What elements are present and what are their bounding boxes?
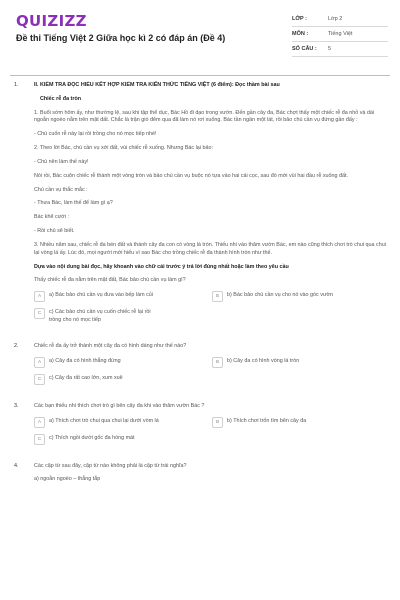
- question-number: 3.: [14, 402, 19, 409]
- question-text: Các bạn thiếu nhi thích chơi trò gì bên cây đa khi vào thăm vườn Bác ?: [34, 402, 205, 409]
- meta-row-count: [292, 42, 388, 57]
- option-letter-badge: B: [212, 291, 223, 302]
- answer-option-text: a) ngoằn ngoèo – thẳng tắp: [34, 476, 101, 483]
- option-text: c) Các bảo chú cần vụ cuốn chiếc rễ lại rồi trồng cho nó mọc tiếp: [49, 309, 151, 324]
- meta-label: SỐ CÂU :: [292, 46, 317, 52]
- question-number: 2.: [14, 342, 19, 349]
- question-body: [34, 463, 390, 491]
- answer-option-b[interactable]: [212, 291, 390, 302]
- option-text: c) Cây đa rất cao lớn, xum xuê: [49, 374, 123, 381]
- option-letter-badge: B: [212, 357, 223, 368]
- passage-paragraph: Nói rồi, Bác cuộn chiếc rễ thành một vòng tròn và bảo chú cần vụ buộc nó tựa vào hai cái cọc, sau đó mới vùi hai đầu rễ xuống đất.: [34, 172, 348, 179]
- option-text: a) Cây đa có hình thẳng đứng: [49, 357, 121, 364]
- meta-value: Tiếng Việt: [328, 31, 353, 37]
- question-number: 4.: [14, 462, 19, 469]
- option-text: b) Bác bảo chú cần vụ cho nó vào góc vườn: [227, 292, 334, 299]
- meta-box: [292, 12, 388, 57]
- passage-paragraph: Chú cần vụ thắc mắc :: [34, 186, 88, 193]
- question-list: [14, 82, 390, 498]
- answer-option-c[interactable]: [34, 434, 212, 445]
- option-text: b) Cây đa có hình vòng lá tròn: [227, 357, 300, 364]
- option-text: b) Thích chơi trốn tìm bên cây đa: [227, 417, 307, 424]
- answer-options: [34, 417, 390, 451]
- question-text: Chiếc rễ đa ấy trở thành một cây đa có hình dáng như thế nào?: [34, 342, 187, 349]
- meta-label: LỚP :: [292, 16, 307, 22]
- option-text: c) Thích ngồi dưới gốc đa hóng mát: [49, 434, 135, 441]
- option-letter-badge: C: [34, 374, 45, 385]
- answer-option-a[interactable]: [34, 357, 212, 368]
- passage-paragraph: 2. Theo lời Bác, chú cần vụ xới đất, vùi chiếc rễ xuống. Nhưng Bác lại bảo:: [34, 145, 213, 152]
- answer-option-b[interactable]: [212, 357, 390, 368]
- passage-title: Chiếc rễ đa tròn: [40, 95, 82, 102]
- answer-option-a[interactable]: [34, 417, 212, 428]
- option-letter-badge: A: [34, 357, 45, 368]
- option-letter-badge: A: [34, 291, 45, 302]
- question-body: [34, 343, 390, 395]
- meta-value: Lớp 2: [328, 16, 343, 22]
- meta-label: MÔN :: [292, 31, 309, 37]
- option-letter-badge: A: [34, 417, 45, 428]
- question-3: [14, 403, 390, 455]
- meta-row-subject: [292, 27, 388, 42]
- page-title: Đề thi Tiếng Việt 2 Giữa học kì 2 có đáp án (Đề 4): [16, 33, 226, 43]
- option-text: a) Bác bảo chú cần vụ đưa vào bếp làm củi: [49, 292, 153, 299]
- option-text: a) Thích chơi trò chui qua chui lại dưới vòm lá: [49, 417, 159, 424]
- passage-paragraph: Bác khẽ cười :: [34, 214, 70, 221]
- answer-options: [34, 357, 390, 391]
- passage-paragraph: - Chú cuốn rễ này lại rồi trồng cho nó mọc tiếp nhé!: [34, 131, 157, 138]
- quizizz-logo: QUIZIZZ: [16, 12, 87, 30]
- section-heading: II. KIỂM TRA ĐỌC HIỂU KẾT HỢP KIỂM TRA KIẾN THỨC TIẾNG VIỆT (6 điểm): Đọc thầm bài sau: [34, 82, 280, 88]
- question-text: Các cặp từ sau đây, cặp từ nào không phải là cặp từ trái nghĩa?: [34, 462, 187, 469]
- passage-paragraph: - Rồi chú sẽ biết.: [34, 228, 75, 235]
- answer-option-c[interactable]: [34, 374, 212, 385]
- passage-paragraph: 1. Buổi sớm hôm ấy, như thường lệ, sau khi tập thể dục, Bác Hồ đi dạo trong vườn. Đến gần cây đa, Bác chợt thấy một chiếc rễ đa nhỏ và dài ngoằn ngoèo nằm trên mặt đất. Chắc là trận gió đêm qua đã làm nó rơi xuống. Bác tần ngần một lát, rồi bảo chú cần vụ đứng gần đấy :: [34, 109, 375, 124]
- answer-option-b[interactable]: [212, 417, 390, 428]
- question-1: [14, 82, 390, 335]
- passage-paragraph: - Thưa Bác, làm thế để làm gì ạ?: [34, 200, 113, 207]
- passage-paragraph: - Chú nên làm thế này!: [34, 158, 89, 165]
- answer-option-c[interactable]: [34, 308, 154, 325]
- passage-paragraph: 3. Nhiều năm sau, chiếc rễ đa bén đất và thành cây đa con có vòng lá tròn. Thiếu nhi vào thăm vườn Bác, em nào cũng thích chơi trò chui qua chui lại vòng lá ấy. Lúc đó, mọi người mới hiểu vì sao Bác cho trồng chiếc rễ đa thành hình tròn như thế.: [34, 241, 386, 256]
- answer-option-a[interactable]: [34, 291, 212, 302]
- question-body: [34, 403, 390, 455]
- instruction: Dựa vào nội dung bài đọc, hãy khoanh vào chữ cái trước ý trả lời đúng nhất hoặc làm theo yêu cầu: [34, 263, 289, 270]
- question-number: 1.: [14, 82, 19, 88]
- option-letter-badge: C: [34, 308, 45, 319]
- meta-value: 5: [328, 46, 332, 52]
- option-letter-badge: B: [212, 417, 223, 428]
- meta-row-grade: [292, 12, 388, 27]
- question-2: [14, 343, 390, 395]
- header-divider: [10, 75, 390, 76]
- question-text: Thấy chiếc rễ đa nằm trên mặt đất, Bác bảo chú cần vụ làm gì?: [34, 277, 186, 284]
- option-letter-badge: C: [34, 434, 45, 445]
- question-body: [34, 82, 390, 335]
- question-4: [14, 463, 390, 491]
- answer-options: [34, 291, 390, 331]
